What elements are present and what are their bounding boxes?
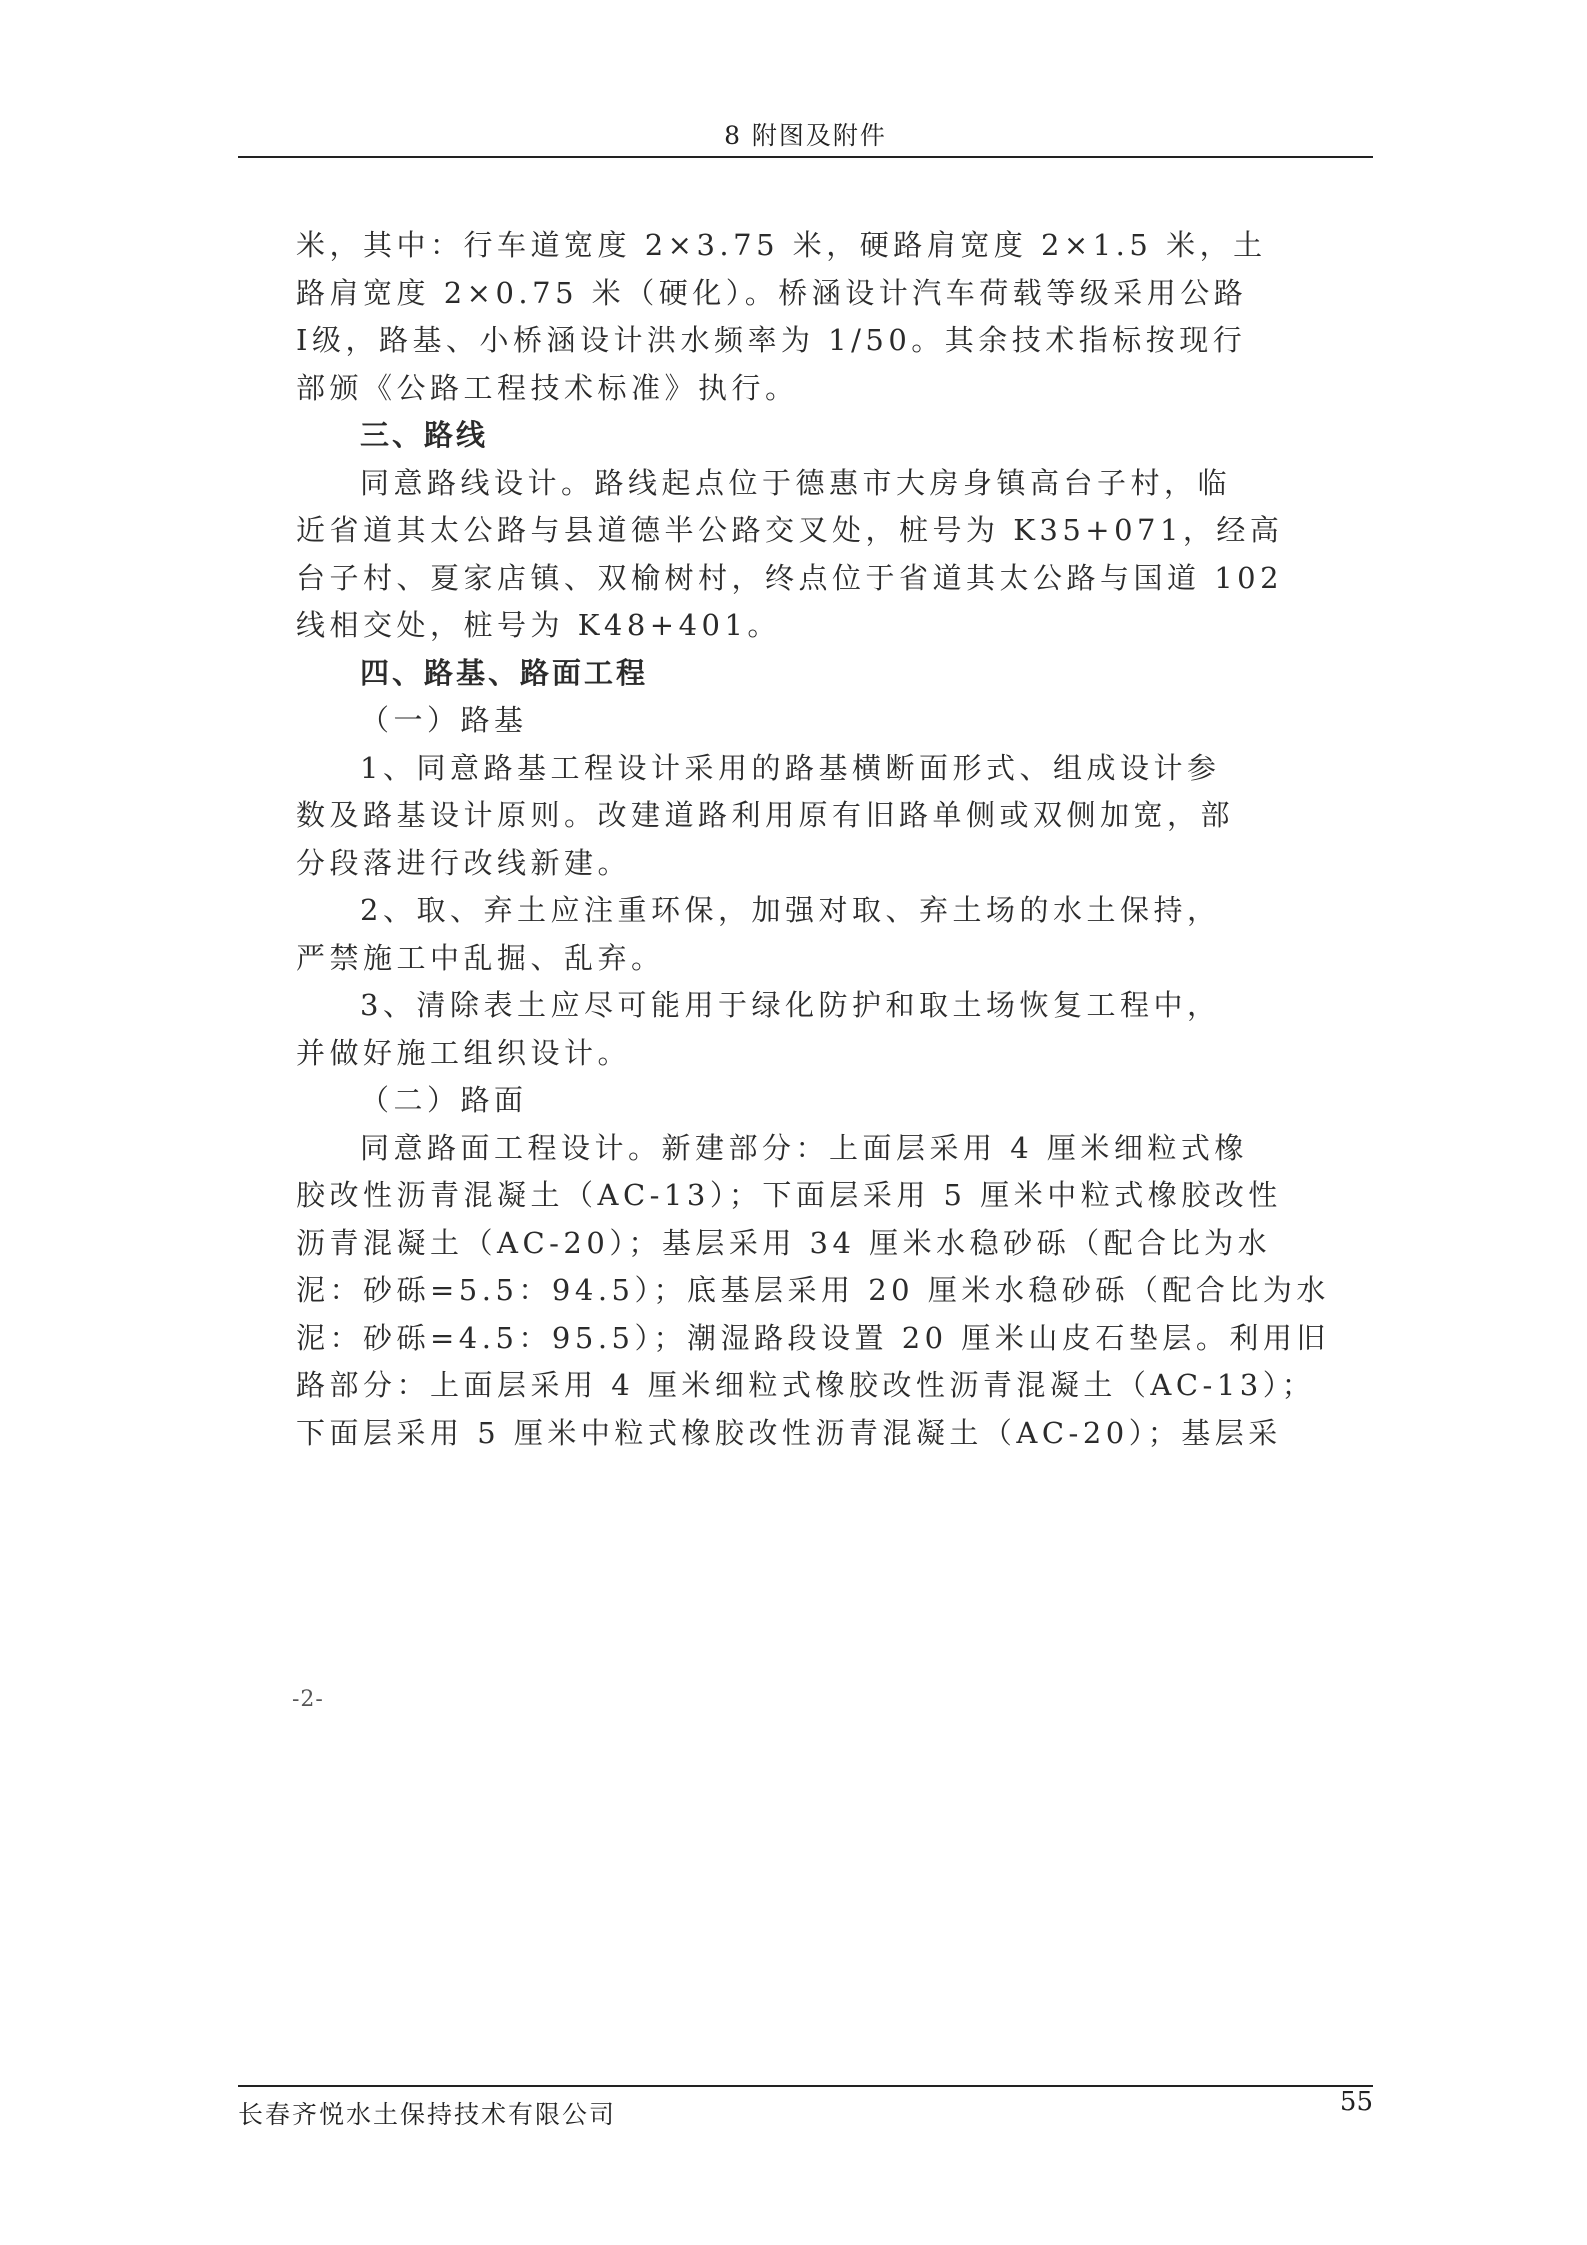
body-line: 米，其中：行车道宽度 2×3.75 米，硬路肩宽度 2×1.5 米，土 [296, 228, 1267, 262]
body-line: 同意路面工程设计。新建部分：上面层采用 4 厘米细粒式橡 [360, 1130, 1248, 1165]
body-line: 数及路基设计原则。改建道路利用原有旧路单侧或双侧加宽，部 [296, 798, 1235, 832]
scanned-document-text [296, 222, 1330, 1457]
section-heading-roadbed-pavement: 四、路基、路面工程 [360, 655, 649, 690]
page-header-title: 8 附图及附件 [724, 121, 887, 150]
page-header [238, 112, 1373, 158]
footer-company-name: 长春齐悦水土保持技术有限公司 [238, 2100, 617, 2129]
body-line: 3、清除表土应尽可能用于绿化防护和取土场恢复工程中， [360, 988, 1221, 1022]
body-line: 路部分：上面层采用 4 厘米细粒式橡胶改性沥青混凝土（AC-13）； [296, 1368, 1316, 1402]
body-line: 分段落进行改线新建。 [296, 845, 632, 880]
body-line: 1、同意路基工程设计采用的路基横断面形式、组成设计参 [360, 750, 1221, 785]
body-line: 2、取、弃土应注重环保，加强对取、弃土场的水土保持， [360, 893, 1221, 927]
body-line: 近省道其太公路与县道德半公路交叉处，桩号为 K35+071，经高 [296, 513, 1284, 547]
body-line: 下面层采用 5 厘米中粒式橡胶改性沥青混凝土（AC-20）；基层采 [296, 1415, 1282, 1450]
body-line: 部颁《公路工程技术标准》执行。 [296, 370, 799, 405]
subsection-heading-roadbed: （一）路基 [360, 703, 528, 737]
body-line: 线相交处，桩号为 K48+401。 [296, 608, 781, 642]
scan-page-number: -2- [292, 1687, 324, 1712]
body-line: 并做好施工组织设计。 [296, 1035, 632, 1070]
body-line: 台子村、夏家店镇、双榆树村，终点位于省道其太公路与国道 102 [296, 560, 1284, 595]
subsection-heading-pavement: （二）路面 [360, 1083, 528, 1117]
body-line: 同意路线设计。路线起点位于德惠市大房身镇高台子村，临 [360, 465, 1232, 500]
body-line: 泥：砂砾=4.5：95.5）；潮湿路段设置 20 厘米山皮石垫层。利用旧 [296, 1320, 1330, 1355]
page-footer [238, 2085, 1373, 2147]
body-line: 胶改性沥青混凝土（AC-13）；下面层采用 5 厘米中粒式橡胶改性 [296, 1178, 1282, 1212]
section-heading-route: 三、路线 [360, 418, 489, 452]
body-line: Ⅰ级，路基、小桥涵设计洪水频率为 1/50。其余技术指标按现行 [296, 323, 1247, 357]
body-line: 泥：砂砾=5.5：94.5）；底基层采用 20 厘米水稳砂砾（配合比为水 [296, 1273, 1330, 1307]
body-line: 严禁施工中乱掘、乱弃。 [296, 940, 665, 975]
body-line: 路肩宽度 2×0.75 米（硬化）。桥涵设计汽车荷载等级采用公路 [296, 275, 1248, 310]
body-line: 沥青混凝土（AC-20）；基层采用 34 厘米水稳砂砾（配合比为水 [296, 1225, 1272, 1260]
footer-page-number: 55 [1339, 2087, 1373, 2117]
